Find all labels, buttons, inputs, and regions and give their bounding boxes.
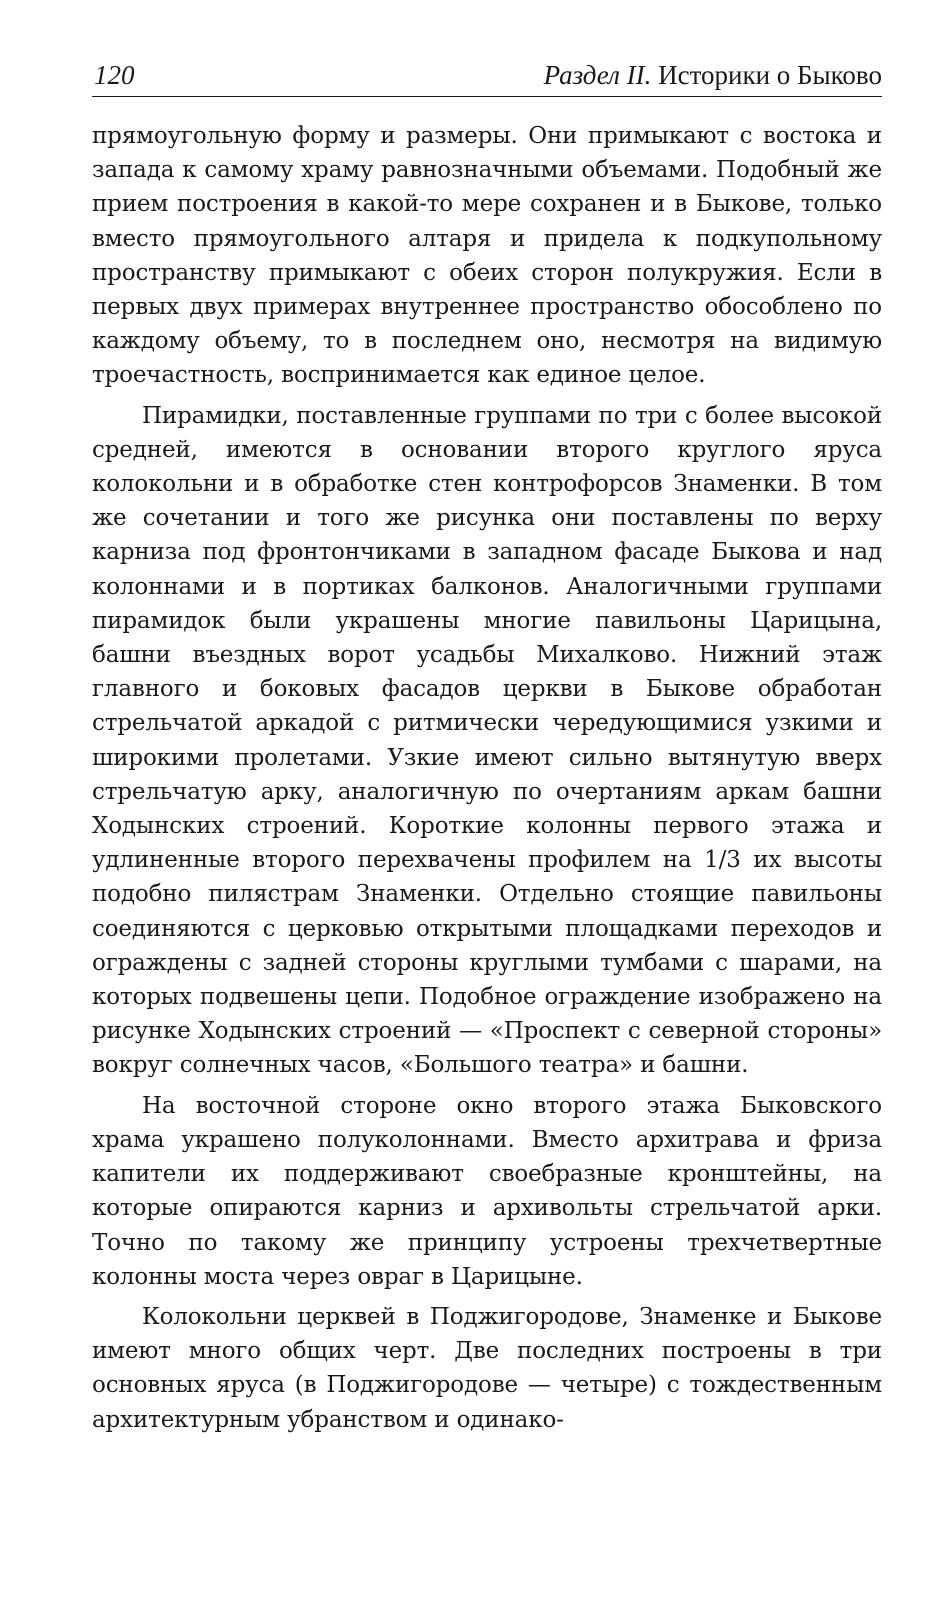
running-title — [544, 58, 882, 92]
section-title: Историки о Быково — [658, 60, 882, 90]
paragraph: Пирамидки, поставленные группами по три с более высокой средней, имеются в основании второго круглого яруса колокольни и в обработке стен контрофорсов Знаменки. В том же сочетании и того же рисунка они поставлены по верху карниза под фронтончиками в западном фасаде Быкова и над колоннами и в портиках балконов. Аналогичными группами пирамидок были украшены многие павильоны Царицына, башни въездных ворот усадьбы Михалково. Нижний этаж главного и боковых фасадов церкви в Быкове обработан стрельчатой аркадой с ритмически чередующимися узкими и широкими пролетами. Узкие имеют сильно вытянутую вверх стрельчатую арку, аналогичную по очертаниям аркам башни Ходынских строений. Короткие колонны первого этажа и удлиненные второго перехвачены профилем на 1/3 их высоты подобно пилястрам Знаменки. Отдельно стоящие павильоны соединяются с церковью открытыми площадками переходов и ограждены с задней стороны круглыми тумбами с шарами, на которых подвешены цепи. Подобное ограждение изображено на рисунке Ходынских строений — «Проспект с северной стороны» вокруг солнечных часов, «Большого театра» и башни. — [92, 402, 882, 1079]
section-label: Раздел II. — [543, 60, 652, 90]
body-text — [92, 119, 882, 1437]
page-number: 120 — [94, 60, 135, 90]
paragraph: прямоугольную форму и размеры. Они примыкают с востока и запада к самому храму равнозначными объемами. Подобный же прием построения в какой-то мере сохранен и в Быкове, только вместо прямоугольного алтаря и придела к подкупольному пространству примыкают с обеих сторон полукружия. Если в первых двух примерах внутреннее пространство обособлено по каждому объему, то в последнем оно, несмотря на видимую троечастность, воспринимается как единое целое. — [92, 123, 882, 389]
running-head — [92, 58, 882, 97]
book-page — [92, 58, 882, 1437]
paragraph: На восточной стороне окно второго этажа Быковского храма украшено полуколоннами. Вместо архитрава и фриза капители их поддерживают своебразные кронштейны, на которые опираются карниз и архивольты стрельчатой арки. Точно по такому же принципу устроены трехчетвертные колонны моста через овраг в Царицыне. — [92, 1092, 882, 1290]
paragraph: Колокольни церквей в Поджигородове, Знаменке и Быкове имеют много общих черт. Две последних построены в три основных яруса (в Поджигородове — четыре) с тождественным архитектурным убранством и одинако- — [92, 1303, 882, 1433]
